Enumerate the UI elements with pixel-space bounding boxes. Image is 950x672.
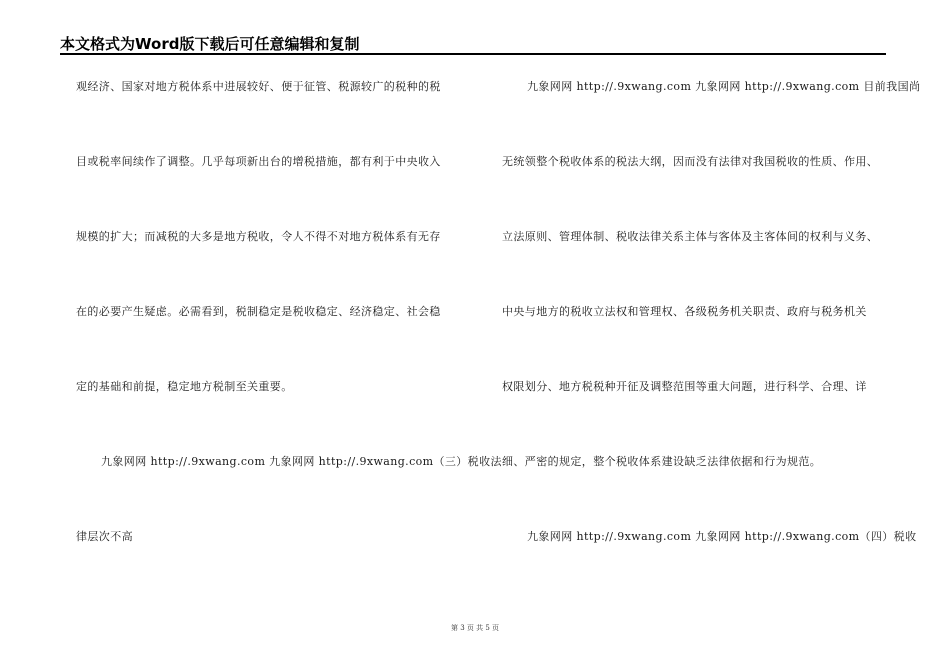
document-header-title: 本文格式为Word版下载后可任意编辑和复制: [60, 35, 360, 53]
paragraph-line: 九象网网 http://.9xwang.com 九象网网 http://.9xwang.com（三）税收法: [101, 455, 502, 468]
paragraph-line: 目或税率间续作了调整。几乎每项新出台的增税措施，都有利于中央收入: [76, 155, 441, 168]
paragraph-line: 在的必要产生疑虑。必需看到，税制稳定是税收稳定、经济稳定、社会稳: [76, 305, 441, 318]
page-number-footer: 第 3 页 共 5 页: [450, 624, 500, 632]
paragraph-line: 律层次不高: [76, 530, 133, 543]
paragraph-line: 定的基础和前提，稳定地方税制至关重要。: [76, 380, 293, 393]
paragraph-line: 立法原则、管理体制、税收法律关系主体与客体及主客体间的权利与义务、: [502, 230, 879, 243]
paragraph-line: 细、严密的规定，整个税收体系建设缺乏法律依据和行为规范。: [502, 455, 822, 468]
paragraph-line: 中央与地方的税收立法权和管理权、各级税务机关职责、政府与税务机关: [502, 305, 867, 318]
paragraph-line: 规模的扩大；而减税的大多是地方税收，令人不得不对地方税体系有无存: [76, 230, 441, 243]
paragraph-line: 权限划分、地方税税种开征及调整范围等重大问题，进行科学、合理、详: [502, 380, 867, 393]
header-divider: [60, 53, 886, 55]
paragraph-line: 九象网网 http://.9xwang.com 九象网网 http://.9xwang.com（四）税收: [527, 530, 917, 543]
paragraph-line: 观经济、国家对地方税体系中进展较好、便于征管、税源较广的税种的税: [76, 80, 441, 93]
paragraph-line: 九象网网 http://.9xwang.com 九象网网 http://.9xwang.com 目前我国尚: [527, 80, 921, 93]
paragraph-line: 无统领整个税收体系的税法大纲，因而没有法律对我国税收的性质、作用、: [502, 155, 879, 168]
